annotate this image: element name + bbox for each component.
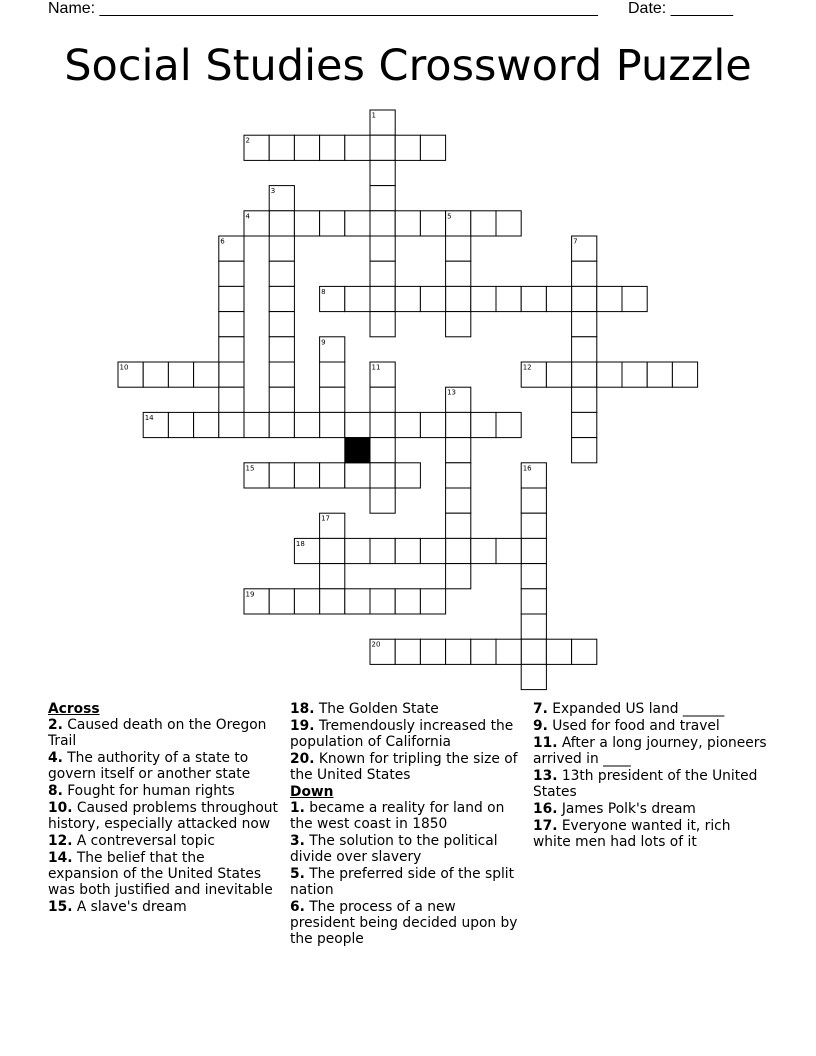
grid-cell[interactable] — [320, 538, 345, 563]
grid-cell[interactable] — [269, 236, 294, 261]
grid-cell[interactable] — [597, 362, 622, 387]
grid-cell[interactable] — [420, 639, 445, 664]
clue-number-label: 1. — [290, 800, 305, 816]
grid-cell[interactable] — [370, 488, 395, 513]
clue-number: 18 — [295, 539, 305, 548]
grid-cell[interactable] — [370, 286, 395, 311]
grid-cell[interactable] — [370, 412, 395, 437]
grid-cell[interactable] — [269, 589, 294, 614]
clue-item — [533, 801, 768, 817]
grid-cell[interactable] — [395, 412, 420, 437]
clue-number: 11 — [371, 363, 381, 372]
clue-number: 4 — [245, 212, 250, 221]
down-heading: Down — [290, 784, 334, 800]
clue-text: The authority of a state to govern itself or another state — [48, 750, 251, 782]
clues-column-2 — [290, 701, 522, 948]
grid-cell[interactable] — [546, 639, 571, 664]
clue-text: The preferred side of the split nation — [290, 866, 515, 898]
clue-number: 10 — [119, 363, 129, 372]
name-field-label[interactable]: Name: ________________________________________________________ — [48, 0, 598, 17]
clue-item — [290, 718, 522, 750]
grid-cell[interactable] — [471, 538, 496, 563]
clue-text: Caused death on the Oregon Trail — [48, 717, 267, 749]
clue-number-label: 17. — [533, 818, 558, 834]
grid-cell[interactable] — [496, 412, 521, 437]
clue-text: 13th president of the United States — [533, 768, 758, 800]
clue-text: Used for food and travel — [547, 718, 720, 734]
clue-number: 1 — [371, 111, 376, 120]
clue-number-label: 11. — [533, 735, 558, 751]
grid-cell[interactable] — [446, 564, 471, 589]
grid-cell[interactable] — [269, 261, 294, 286]
clue-number: 12 — [522, 363, 532, 372]
grid-cell[interactable] — [345, 589, 370, 614]
clue-number: 17 — [321, 514, 331, 523]
clue-number-label: 19. — [290, 718, 315, 734]
grid-cell[interactable] — [345, 412, 370, 437]
date-field-label[interactable]: Date: _______ — [628, 0, 733, 17]
clue-item — [290, 899, 522, 947]
grid-cell[interactable] — [320, 589, 345, 614]
grid-cell[interactable] — [546, 362, 571, 387]
clue-item — [533, 701, 768, 717]
grid-cell[interactable] — [269, 412, 294, 437]
page-title: Social Studies Crossword Puzzle — [64, 41, 752, 91]
grid-cell[interactable] — [269, 362, 294, 387]
grid-cell[interactable] — [345, 463, 370, 488]
grid-cell[interactable] — [521, 513, 546, 538]
clue-item — [533, 818, 768, 850]
grid-cell[interactable] — [521, 564, 546, 589]
clue-item — [48, 717, 278, 749]
grid-cell[interactable] — [370, 538, 395, 563]
grid-cell[interactable] — [294, 211, 319, 236]
grid-cell[interactable] — [446, 463, 471, 488]
grid-cell[interactable] — [446, 513, 471, 538]
grid-cell[interactable] — [572, 337, 597, 362]
grid-cell[interactable] — [446, 538, 471, 563]
grid-cell[interactable] — [572, 412, 597, 437]
grid-cell[interactable] — [194, 412, 219, 437]
clue-text: became a reality for land on the west coast in 1850 — [290, 800, 505, 832]
clue-number-label: 9. — [533, 718, 548, 734]
grid-cell[interactable] — [269, 463, 294, 488]
grid-cell[interactable] — [219, 337, 244, 362]
grid-cell[interactable] — [269, 387, 294, 412]
clue-text: Caused problems throughout history, especially attacked now — [48, 800, 278, 832]
grid-cell[interactable] — [370, 261, 395, 286]
grid-cell[interactable] — [219, 362, 244, 387]
clue-text: Tremendously increased the population of California — [290, 718, 514, 750]
clue-text: The process of a new president being decided upon by the people — [290, 899, 518, 947]
grid-cell[interactable] — [143, 362, 168, 387]
blocked-cell — [345, 438, 370, 463]
grid-cell[interactable] — [370, 160, 395, 185]
clue-number-label: 18. — [290, 701, 315, 717]
clue-text: Everyone wanted it, rich white men had lots of it — [533, 818, 731, 850]
across-clue-list-continued — [290, 701, 522, 783]
down-clue-list — [290, 800, 522, 947]
clue-text: After a long journey, pioneers arrived in ____ — [533, 735, 767, 767]
across-heading: Across — [48, 701, 100, 717]
grid-cell[interactable] — [294, 463, 319, 488]
clue-number-label: 3. — [290, 833, 305, 849]
grid-cell[interactable] — [269, 286, 294, 311]
clue-number-label: 10. — [48, 800, 73, 816]
clue-text: James Polk's dream — [557, 801, 696, 817]
clue-text: A slave's dream — [72, 899, 187, 915]
grid-cell[interactable] — [420, 538, 445, 563]
grid-cell[interactable] — [320, 362, 345, 387]
clue-number: 13 — [447, 388, 457, 397]
grid-cell[interactable] — [446, 312, 471, 337]
clue-item — [48, 833, 278, 849]
grid-cell[interactable] — [168, 362, 193, 387]
grid-cell[interactable] — [219, 312, 244, 337]
grid-cell[interactable] — [320, 412, 345, 437]
grid-cell[interactable] — [446, 438, 471, 463]
grid-cell[interactable] — [219, 286, 244, 311]
grid-cell[interactable] — [370, 186, 395, 211]
grid-cell[interactable] — [320, 387, 345, 412]
grid-cell[interactable] — [320, 564, 345, 589]
grid-cell[interactable] — [622, 286, 647, 311]
clue-item — [48, 750, 278, 782]
grid-cell[interactable] — [370, 463, 395, 488]
clue-number: 19 — [245, 590, 255, 599]
clue-item — [290, 833, 522, 865]
grid-cell[interactable] — [320, 463, 345, 488]
grid-cell[interactable] — [471, 286, 496, 311]
grid-cell[interactable] — [496, 286, 521, 311]
grid-cell[interactable] — [446, 261, 471, 286]
clue-number-label: 2. — [48, 717, 63, 733]
grid-cell[interactable] — [370, 387, 395, 412]
grid-cell[interactable] — [370, 312, 395, 337]
grid-cell[interactable] — [345, 211, 370, 236]
grid-cell[interactable] — [370, 589, 395, 614]
grid-cell[interactable] — [269, 211, 294, 236]
grid-cell[interactable] — [395, 538, 420, 563]
grid-cell[interactable] — [395, 639, 420, 664]
grid-cell[interactable] — [496, 211, 521, 236]
grid-cell[interactable] — [572, 362, 597, 387]
grid-cell[interactable] — [446, 286, 471, 311]
clue-number: 16 — [522, 464, 532, 473]
grid-cell[interactable] — [219, 387, 244, 412]
clue-number: 8 — [321, 287, 326, 296]
grid-cell[interactable] — [294, 412, 319, 437]
grid-cell[interactable] — [521, 589, 546, 614]
grid-cell[interactable] — [219, 412, 244, 437]
grid-cell[interactable] — [572, 387, 597, 412]
grid-cell[interactable] — [572, 312, 597, 337]
grid-cell[interactable] — [345, 286, 370, 311]
grid-cell[interactable] — [269, 337, 294, 362]
clue-number: 6 — [220, 237, 225, 246]
clue-text: Known for tripling the size of the United States — [290, 751, 518, 783]
grid-cell[interactable] — [420, 412, 445, 437]
grid-cell[interactable] — [420, 286, 445, 311]
grid-cell[interactable] — [597, 286, 622, 311]
grid-cell[interactable] — [521, 538, 546, 563]
grid-cell[interactable] — [420, 589, 445, 614]
clue-number-label: 16. — [533, 801, 558, 817]
grid-cell[interactable] — [471, 211, 496, 236]
clue-number: 15 — [245, 464, 255, 473]
grid-cell[interactable] — [395, 286, 420, 311]
grid-cell[interactable] — [471, 639, 496, 664]
clue-item — [290, 701, 522, 717]
grid-cell[interactable] — [521, 286, 546, 311]
grid-cell[interactable] — [572, 261, 597, 286]
grid-cell[interactable] — [320, 135, 345, 160]
clue-item — [48, 783, 278, 799]
grid-cell[interactable] — [496, 639, 521, 664]
clue-item — [533, 718, 768, 734]
grid-cell[interactable] — [320, 211, 345, 236]
down-clue-list-continued — [533, 701, 768, 850]
grid-cell[interactable] — [622, 362, 647, 387]
grid-cell[interactable] — [395, 463, 420, 488]
clue-number-label: 13. — [533, 768, 558, 784]
grid-cell[interactable] — [370, 135, 395, 160]
grid-cell[interactable] — [420, 211, 445, 236]
clue-text: The belief that the expansion of the United States was both justified and inevitable — [48, 850, 273, 898]
grid-cell[interactable] — [496, 538, 521, 563]
grid-cell[interactable] — [420, 135, 445, 160]
grid-cell[interactable] — [521, 664, 546, 689]
clue-text: Expanded US land ______ — [547, 701, 725, 717]
grid-cell[interactable] — [370, 438, 395, 463]
grid-cell[interactable] — [647, 362, 672, 387]
clue-number-label: 15. — [48, 899, 73, 915]
grid-cell[interactable] — [446, 639, 471, 664]
grid-cell[interactable] — [672, 362, 697, 387]
clue-text: The solution to the political divide over slavery — [290, 833, 498, 865]
clue-item — [533, 768, 768, 800]
grid-cell[interactable] — [446, 488, 471, 513]
grid-cell[interactable] — [446, 236, 471, 261]
grid-cell[interactable] — [370, 236, 395, 261]
grid-cell[interactable] — [395, 135, 420, 160]
clue-item — [290, 800, 522, 832]
clue-number: 20 — [371, 640, 381, 649]
clue-number-label: 5. — [290, 866, 305, 882]
grid-cell[interactable] — [194, 362, 219, 387]
grid-cell[interactable] — [219, 261, 244, 286]
clue-number-label: 4. — [48, 750, 63, 766]
grid-cell[interactable] — [370, 211, 395, 236]
clue-item — [48, 800, 278, 832]
clue-number: 2 — [245, 136, 250, 145]
clue-number-label: 7. — [533, 701, 548, 717]
clues-column-1 — [48, 701, 278, 916]
clue-number: 7 — [573, 237, 578, 246]
across-clue-list — [48, 717, 278, 915]
grid-cell[interactable] — [546, 286, 571, 311]
clue-number: 3 — [270, 187, 276, 196]
grid-cell[interactable] — [269, 312, 294, 337]
grid-cell[interactable] — [345, 538, 370, 563]
clue-number: 5 — [447, 212, 452, 221]
grid-cell[interactable] — [572, 286, 597, 311]
clue-number-label: 6. — [290, 899, 305, 915]
clue-number-label: 20. — [290, 751, 315, 767]
clue-text: Fought for human rights — [62, 783, 235, 799]
grid-cell[interactable] — [572, 438, 597, 463]
clue-item — [48, 850, 278, 898]
clue-item — [290, 866, 522, 898]
grid-cell[interactable] — [521, 488, 546, 513]
clue-item — [290, 751, 522, 783]
clue-number-label: 8. — [48, 783, 63, 799]
clue-item — [48, 899, 278, 915]
grid-cell[interactable] — [294, 135, 319, 160]
grid-cell[interactable] — [269, 135, 294, 160]
clue-item — [533, 735, 768, 767]
grid-cell[interactable] — [244, 412, 269, 437]
clue-number-label: 12. — [48, 833, 73, 849]
clue-number: 14 — [144, 413, 154, 422]
grid-cell[interactable] — [168, 412, 193, 437]
grid-cell[interactable] — [395, 211, 420, 236]
clue-number-label: 14. — [48, 850, 73, 866]
clue-number: 9 — [321, 338, 326, 347]
grid-cell[interactable] — [395, 589, 420, 614]
grid-cell[interactable] — [446, 412, 471, 437]
clue-text: A contreversal topic — [72, 833, 215, 849]
grid-cell[interactable] — [521, 639, 546, 664]
clue-text: The Golden State — [314, 701, 439, 717]
clues-column-3 — [533, 701, 768, 851]
grid-cell[interactable] — [345, 135, 370, 160]
grid-cell[interactable] — [471, 412, 496, 437]
grid-cell[interactable] — [572, 639, 597, 664]
grid-cell[interactable] — [521, 614, 546, 639]
grid-cell[interactable] — [294, 589, 319, 614]
